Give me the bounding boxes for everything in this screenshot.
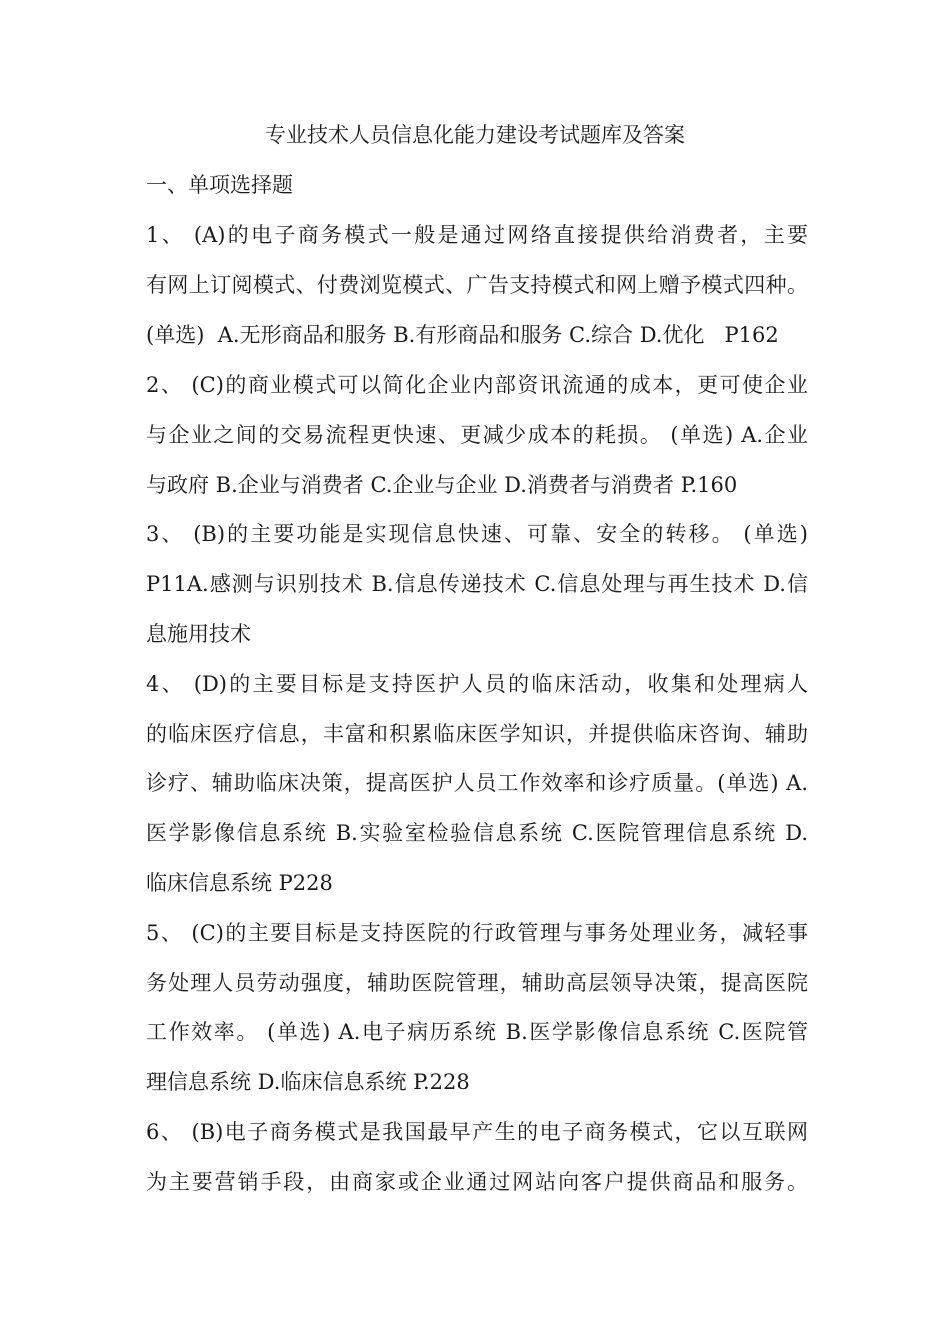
question-4-line-4: 医学影像信息系统 B.实验室检验信息系统 C.医院管理信息系统 D.: [146, 821, 808, 845]
question-1-line-3: (单选) A.无形商品和服务 B.有形商品和服务 C.综合 D.优化 P162: [146, 323, 779, 347]
question-5-line-1: 5、 (C)的主要目标是支持医院的行政管理与事务处理业务，减轻事: [146, 921, 808, 945]
question-4-line-5: 临床信息系统 P228: [146, 871, 333, 895]
question-4-line-3: 诊疗、辅助临床决策，提高医护人员工作效率和诊疗质量。(单选) A.: [146, 771, 808, 795]
question-2-line-1: 2、 (C)的商业模式可以简化企业内部资讯流通的成本，更可使企业: [146, 373, 808, 397]
question-5-line-3: 工作效率。 (单选) A.电子病历系统 B.医学影像信息系统 C.医院管: [146, 1020, 808, 1044]
question-6-line-1: 6、 (B)电子商务模式是我国最早产生的电子商务模式，它以互联网: [146, 1120, 808, 1144]
document-title: 专业技术人员信息化能力建设考试题库及答案: [265, 123, 685, 147]
question-3-line-1: 3、 (B)的主要功能是实现信息快速、可靠、安全的转移。 (单选): [146, 522, 808, 546]
question-2-line-2: 与企业之间的交易流程更快速、更减少成本的耗损。 (单选) A.企业: [146, 423, 808, 447]
question-1-line-1: 1、 (A)的电子商务模式一般是通过网络直接提供给消费者，主要: [146, 223, 808, 247]
section-heading: 一、单项选择题: [146, 173, 293, 197]
question-2-line-3: 与政府 B.企业与消费者 C.企业与企业 D.消费者与消费者 P.160: [146, 473, 738, 497]
question-3-line-3: 息施用技术: [146, 622, 251, 646]
question-4-line-2: 的临床医疗信息，丰富和积累临床医学知识，并提供临床咨询、辅助: [146, 722, 808, 746]
question-1-line-2: 有网上订阅模式、付费浏览模式、广告支持模式和网上赠予模式四种。: [146, 273, 808, 297]
question-6-line-2: 为主要营销手段，由商家或企业通过网站向客户提供商品和服务。: [146, 1170, 808, 1194]
question-4-line-1: 4、 (D)的主要目标是支持医护人员的临床活动，收集和处理病人: [146, 672, 808, 696]
question-3-line-2: P11A.感测与识别技术 B.信息传递技术 C.信息处理与再生技术 D.信: [146, 572, 808, 596]
question-5-line-4: 理信息系统 D.临床信息系统 P.228: [146, 1070, 470, 1094]
question-5-line-2: 务处理人员劳动强度，辅助医院管理，辅助高层领导决策，提高医院: [146, 971, 808, 995]
